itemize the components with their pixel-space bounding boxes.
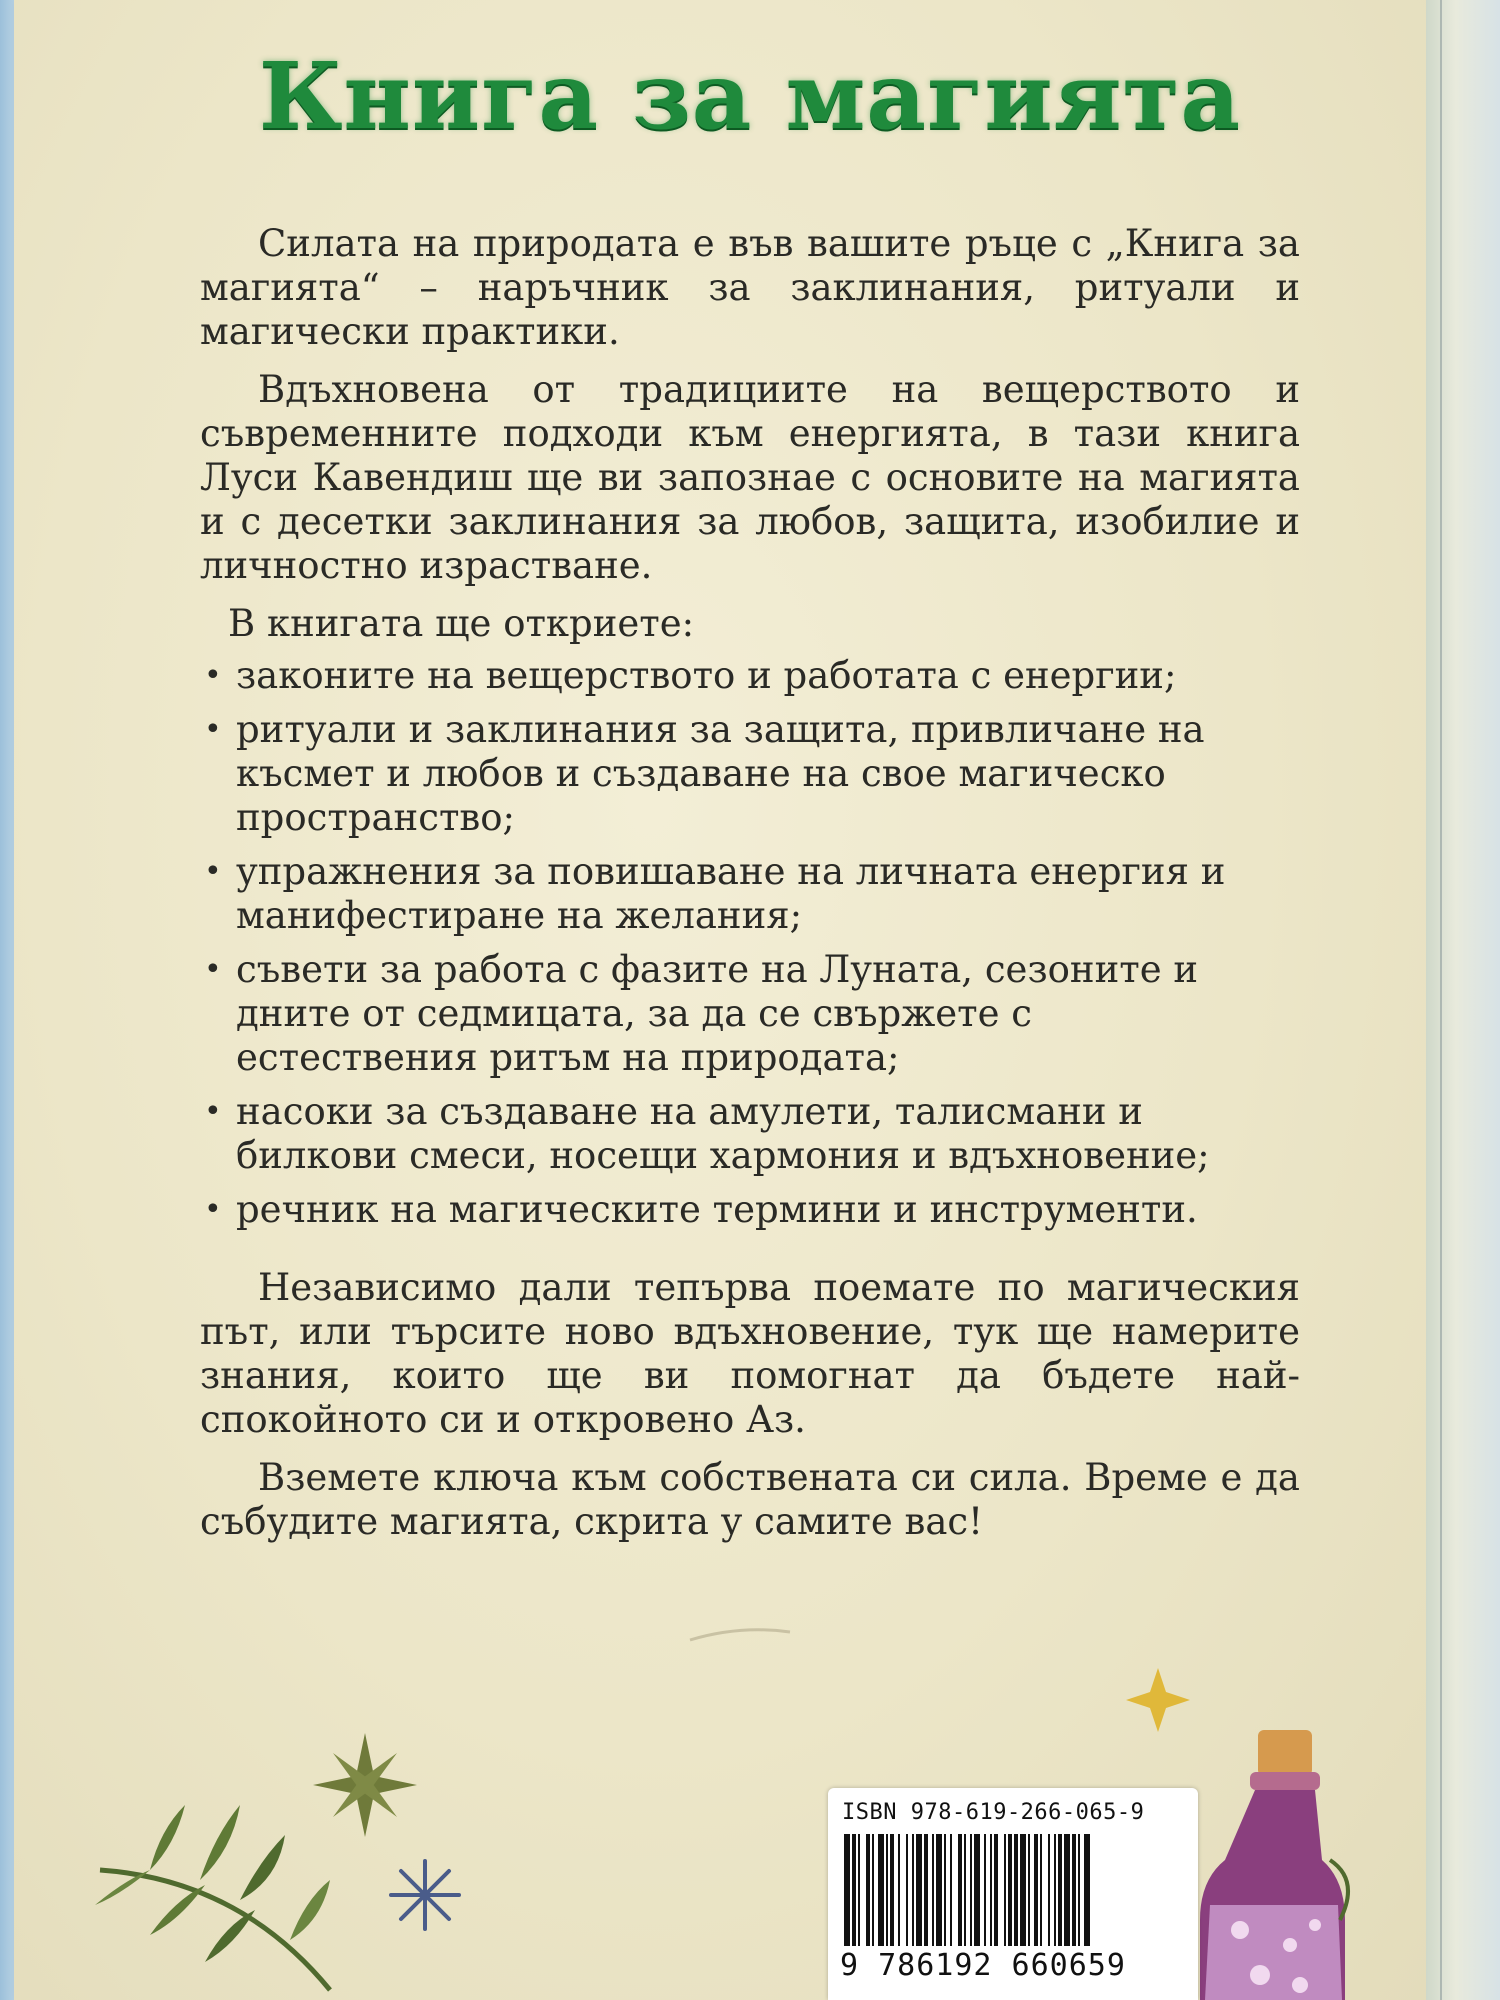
barcode-bar	[964, 1834, 966, 1946]
description-paragraph: Вдъхновена от традициите на вещерството и съвременните подходи към енергията, в тази книга Луси Кавендиш ще ви запознае с основите на магията и с десетки заклинания за любов, защита, изобилие и личностно израстване.	[200, 368, 1300, 587]
list-intro: В книгата ще откриете:	[228, 602, 695, 645]
barcode-bar	[886, 1834, 888, 1946]
barcode-bar	[1028, 1834, 1030, 1946]
barcode-bar	[906, 1834, 908, 1946]
list-item: • насоки за създаване на амулети, талисмани и билкови смеси, носещи хармония и вдъхновение;	[200, 1090, 1256, 1178]
barcode-bar	[852, 1834, 856, 1946]
barcode-bar	[936, 1834, 942, 1946]
barcode-bar	[944, 1834, 946, 1946]
swirl-line	[690, 1630, 790, 1640]
barcode-bar	[974, 1834, 980, 1946]
barcode-bar	[912, 1834, 914, 1946]
barcode-bar	[924, 1834, 928, 1946]
star-icon	[1126, 1668, 1190, 1732]
list-item: • упражнения за повишаване на личната енергия и манифестиране на желания;	[200, 850, 1256, 938]
barcode-bar	[1084, 1834, 1090, 1946]
snowflake-star-icon	[391, 1861, 459, 1929]
potion-bottle-icon	[1200, 1730, 1348, 2000]
barcode-bar	[890, 1834, 894, 1946]
barcode-bar	[858, 1834, 860, 1946]
barcode-bar	[1058, 1834, 1062, 1946]
barcode-bar	[932, 1834, 934, 1946]
barcode-bar	[1078, 1834, 1080, 1946]
barcode-bar	[1072, 1834, 1076, 1946]
isbn-number: ISBN 978-619-266-065-9	[842, 1800, 1145, 1825]
isbn-sticker	[828, 1788, 1198, 2000]
barcode-bar	[984, 1834, 986, 1946]
barcode-bar	[1048, 1834, 1050, 1946]
barcode-bar	[1054, 1834, 1056, 1946]
intro-paragraph: Силата на природата е във вашите ръце с „Книга за магията“ – наръчник за заклинания, ритуали и магически практики.	[200, 222, 1300, 353]
barcode-bar	[1004, 1834, 1006, 1946]
barcode-bar	[1034, 1834, 1038, 1946]
barcode-digits: 9 786192 660659	[840, 1948, 1126, 1983]
barcode-bar	[1014, 1834, 1018, 1946]
barcode-bar	[898, 1834, 900, 1946]
list-item: • съвети за работа с фазите на Луната, сезоните и дните от седмицата, за да се свържете с естествения ритъм на природата;	[200, 948, 1256, 1080]
star-icon	[313, 1733, 417, 1837]
barcode-bar	[1020, 1834, 1026, 1946]
barcode	[840, 1834, 1186, 1946]
barcode-bar	[950, 1834, 952, 1946]
book-title: Книга за магията	[258, 42, 1242, 150]
barcode-bar	[958, 1834, 962, 1946]
barcode-bar	[1008, 1834, 1012, 1946]
barcode-bar	[990, 1834, 992, 1946]
list-item: • ритуали и заклинания за защита, привличане на късмет и любов и създаване на свое магическо пространство;	[200, 708, 1256, 840]
closing-paragraph: Независимо дали тепърва поемате по магическия път, или търсите ново вдъхновение, тук ще намерите знания, които ще ви помогнат да бъдете най-спокойното си и откровено Аз.	[200, 1266, 1300, 1441]
barcode-bar	[866, 1834, 870, 1946]
barcode-bar	[878, 1834, 884, 1946]
barcode-bar	[844, 1834, 850, 1946]
barcode-bar	[1064, 1834, 1070, 1946]
barcode-bar	[1040, 1834, 1042, 1946]
barcode-bar	[970, 1834, 972, 1946]
barcode-bar	[872, 1834, 874, 1946]
list-item: • речник на магическите термини и инструменти.	[200, 1188, 1256, 1232]
list-item: • законите на вещерството и работата с енергии;	[200, 654, 1256, 698]
barcode-bar	[994, 1834, 998, 1946]
call-to-action-paragraph: Вземете ключа към собствената си сила. Време е да събудите магията, скрита у самите вас!	[200, 1456, 1300, 1543]
barcode-bar	[916, 1834, 922, 1946]
leaf-sprig-icon	[95, 1805, 330, 1990]
